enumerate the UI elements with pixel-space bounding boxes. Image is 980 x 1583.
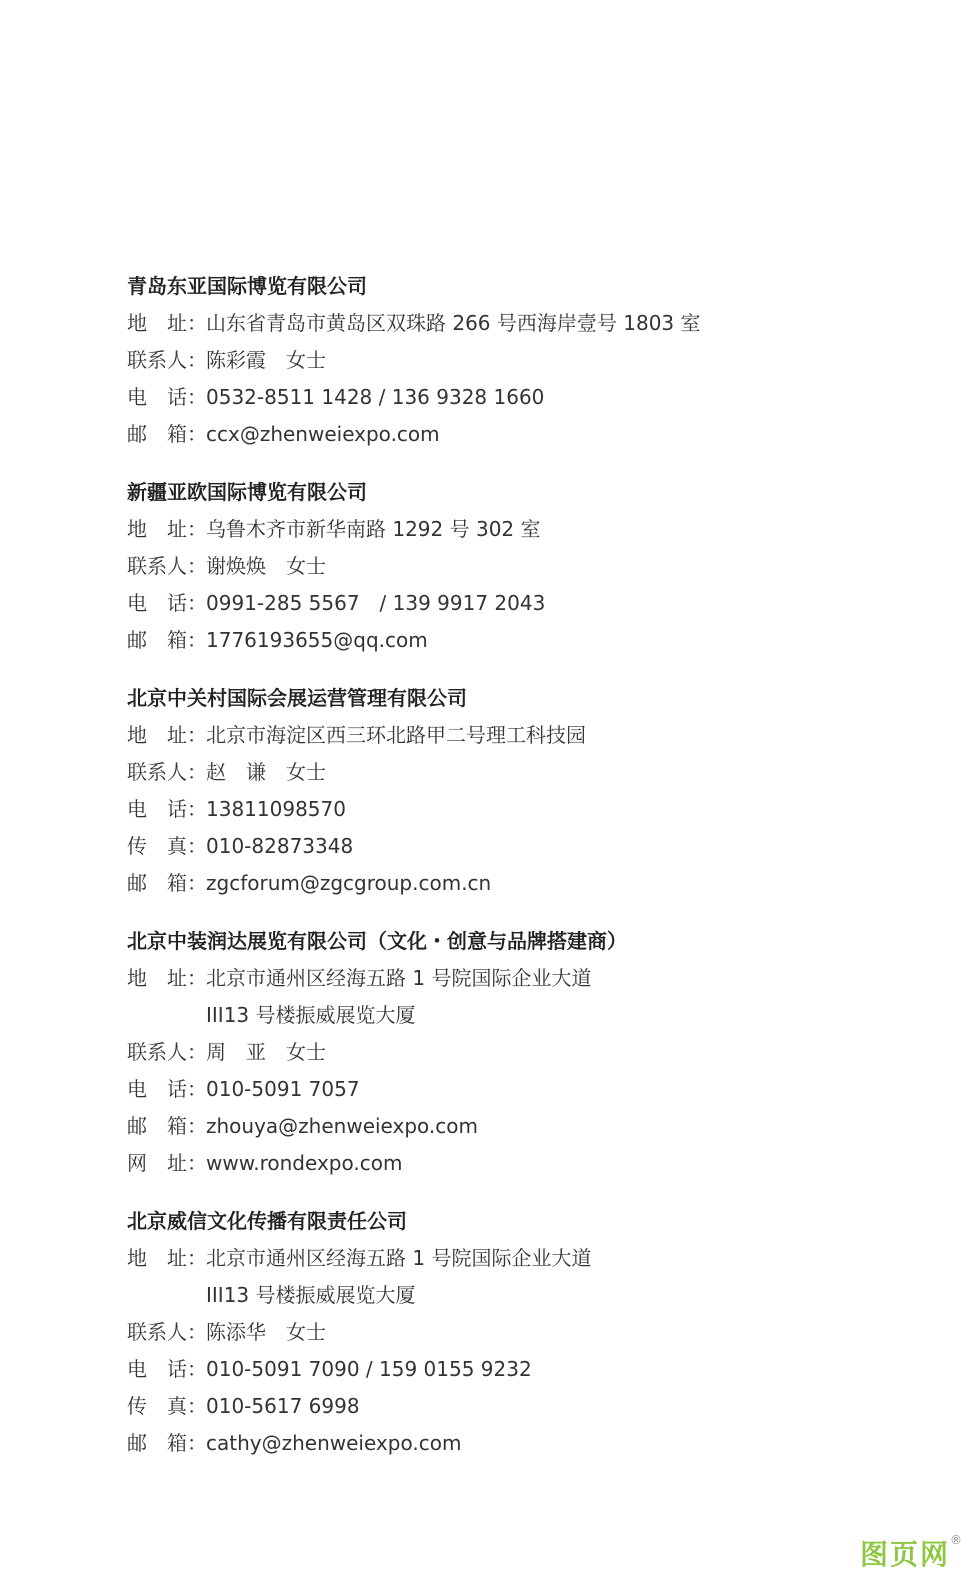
field-label: 电 话： <box>127 1077 207 1101</box>
company-block <box>127 923 627 1182</box>
field-label: 地 址： <box>127 517 207 541</box>
contact-value: 谢焕焕 女士 <box>206 554 326 578</box>
address-value: 乌鲁木齐市新华南路 1292 号 302 室 <box>206 517 541 541</box>
email-row <box>127 622 545 659</box>
email-row <box>127 1425 591 1462</box>
field-label: 联系人： <box>127 554 207 578</box>
watermark-logo <box>860 1533 964 1573</box>
address-continuation-row <box>127 997 627 1034</box>
email-row <box>127 865 586 902</box>
field-label: 电 话： <box>127 591 207 615</box>
field-label <box>127 1277 206 1314</box>
field-label: 联系人： <box>127 1040 207 1064</box>
email-value: zgcforum@zgcgroup.com.cn <box>206 871 492 895</box>
address-row <box>127 960 627 997</box>
field-label: 传 真： <box>127 834 207 858</box>
email-value: 1776193655@qq.com <box>206 628 428 652</box>
email-value: cathy@zhenweiexpo.com <box>206 1431 462 1455</box>
address-row <box>127 1240 591 1277</box>
address-value: III13 号楼振威展览大厦 <box>206 1283 416 1307</box>
company-name: 北京威信文化传播有限责任公司 <box>127 1209 407 1233</box>
company-block <box>127 680 586 902</box>
address-row <box>127 305 701 342</box>
email-value: ccx@zhenweiexpo.com <box>206 422 440 446</box>
field-label: 电 话： <box>127 1357 207 1381</box>
field-label: 邮 箱： <box>127 1431 207 1455</box>
email-value: zhouya@zhenweiexpo.com <box>206 1114 478 1138</box>
field-label: 电 话： <box>127 797 207 821</box>
company-block <box>127 1203 591 1462</box>
website-value: www.rondexpo.com <box>206 1151 403 1175</box>
phone-row <box>127 1071 627 1108</box>
address-row <box>127 717 586 754</box>
fax-value: 010-82873348 <box>206 834 354 858</box>
field-label: 地 址： <box>127 311 207 335</box>
field-label: 邮 箱： <box>127 628 207 652</box>
phone-value: 13811098570 <box>206 797 346 821</box>
phone-row <box>127 791 586 828</box>
contact-value: 周 亚 女士 <box>206 1040 326 1064</box>
field-label: 网 址： <box>127 1151 207 1175</box>
contact-row <box>127 1034 627 1071</box>
phone-value: 0991-285 5567 / 139 9917 2043 <box>206 591 546 615</box>
address-value: 北京市通州区经海五路 1 号院国际企业大道 <box>206 966 592 990</box>
field-label: 电 话： <box>127 385 207 409</box>
address-value: 北京市通州区经海五路 1 号院国际企业大道 <box>206 1246 592 1270</box>
email-row <box>127 416 701 453</box>
field-label: 联系人： <box>127 760 207 784</box>
company-block <box>127 474 545 659</box>
contact-row <box>127 1314 591 1351</box>
company-name: 新疆亚欧国际博览有限公司 <box>127 480 367 504</box>
company-block <box>127 268 701 453</box>
fax-value: 010-5617 6998 <box>206 1394 360 1418</box>
field-label <box>127 997 206 1034</box>
field-label: 地 址： <box>127 1246 207 1270</box>
address-value: 北京市海淀区西三环北路甲二号理工科技园 <box>206 723 586 747</box>
contact-value: 陈添华 女士 <box>206 1320 326 1344</box>
field-label: 联系人： <box>127 1320 207 1344</box>
phone-row <box>127 379 701 416</box>
company-name: 北京中装润达展览有限公司（文化・创意与品牌搭建商） <box>127 929 627 953</box>
contact-row <box>127 548 545 585</box>
phone-row <box>127 585 545 622</box>
phone-value: 010-5091 7057 <box>206 1077 360 1101</box>
contact-value: 赵 谦 女士 <box>206 760 326 784</box>
address-value: 山东省青岛市黄岛区双珠路 266 号西海岸壹号 1803 室 <box>206 311 701 335</box>
contact-value: 陈彩霞 女士 <box>206 348 326 372</box>
field-label: 邮 箱： <box>127 422 207 446</box>
phone-value: 0532-8511 1428 / 136 9328 1660 <box>206 385 545 409</box>
field-label: 联系人： <box>127 348 207 372</box>
watermark-text: 图页网 <box>859 1538 950 1571</box>
contact-row <box>127 342 701 379</box>
company-name: 青岛东亚国际博览有限公司 <box>127 274 367 298</box>
address-continuation-row <box>127 1277 591 1314</box>
fax-row <box>127 828 586 865</box>
address-value: III13 号楼振威展览大厦 <box>206 1003 416 1027</box>
contact-row <box>127 754 586 791</box>
field-label: 邮 箱： <box>127 1114 207 1138</box>
field-label: 邮 箱： <box>127 871 207 895</box>
field-label: 地 址： <box>127 723 207 747</box>
company-name: 北京中关村国际会展运营管理有限公司 <box>127 686 467 710</box>
field-label: 地 址： <box>127 966 207 990</box>
registered-mark: ® <box>950 1532 964 1547</box>
website-row <box>127 1145 627 1182</box>
address-row <box>127 511 545 548</box>
phone-value: 010-5091 7090 / 159 0155 9232 <box>206 1357 532 1381</box>
email-row <box>127 1108 627 1145</box>
field-label: 传 真： <box>127 1394 207 1418</box>
phone-row <box>127 1351 591 1388</box>
fax-row <box>127 1388 591 1425</box>
